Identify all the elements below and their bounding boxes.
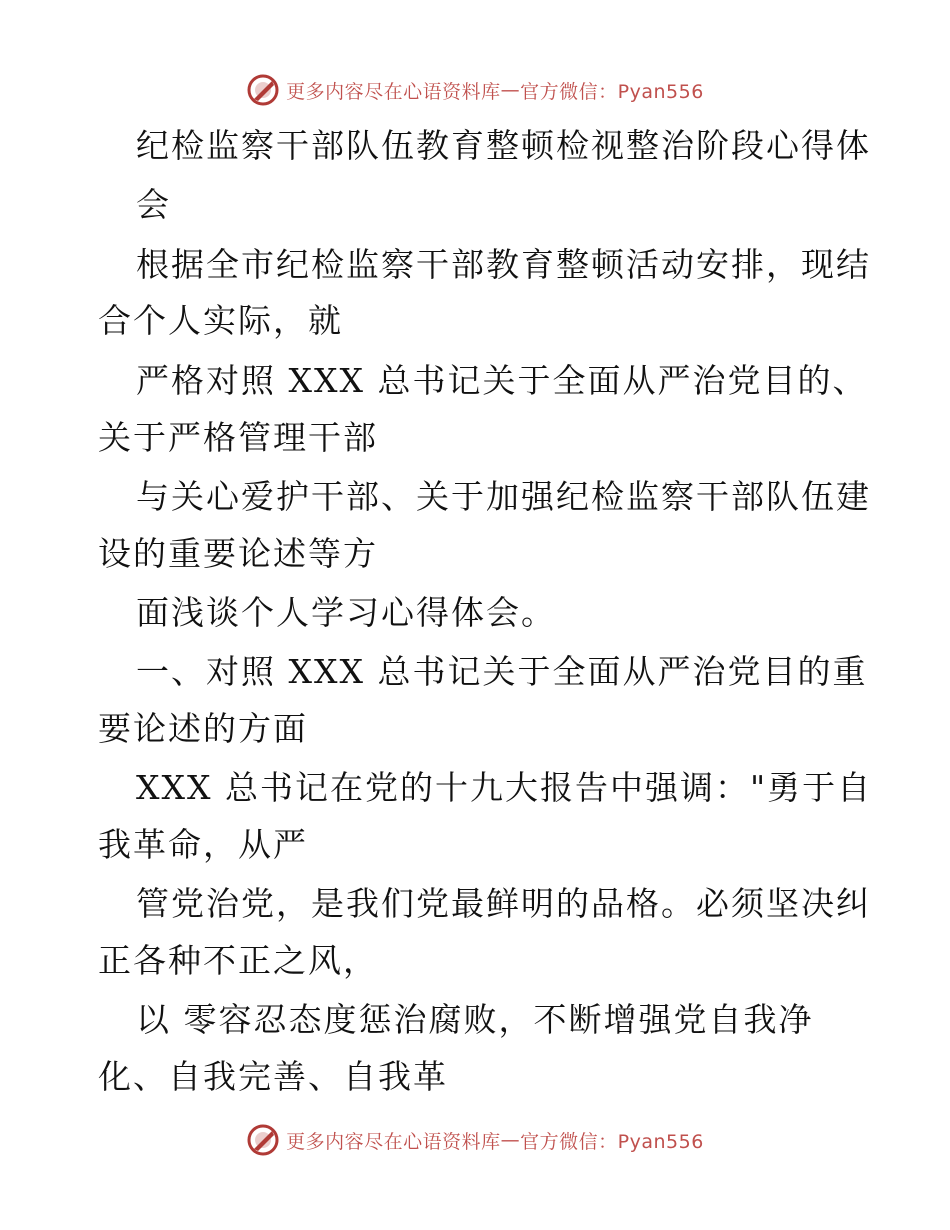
quill-seal-icon (246, 1123, 280, 1157)
doc-paragraph-line: 以 零容忍态度惩治腐败，不断增强党自我净 (136, 1000, 814, 1039)
doc-paragraph-line: 正各种不正之风， (98, 941, 378, 980)
banner-text: 更多内容尽在心语资料库 (286, 1130, 501, 1153)
doc-paragraph-line: 关于严格管理干部 (98, 418, 378, 457)
doc-title-line-2: 会 (136, 185, 171, 224)
doc-paragraph-line: 严格对照 XXX 总书记关于全面从严治党目的、 (136, 361, 868, 400)
quill-seal-icon (246, 73, 280, 107)
doc-paragraph-line: 我革命，从严 (98, 825, 308, 864)
doc-paragraph-line: 面浅谈个人学习心得体会。 (136, 593, 556, 632)
doc-section-heading: 要论述的方面 (98, 709, 308, 748)
doc-title-line-1: 纪检监察干部队伍教育整顿检视整治阶段心得体 (136, 126, 871, 165)
doc-paragraph-line: 设的重要论述等方 (98, 534, 378, 573)
banner-separator: — (500, 1129, 521, 1151)
doc-paragraph-line: XXX 总书记在党的十九大报告中强调："勇于自 (136, 768, 873, 807)
doc-paragraph-line: 合个人实际，就 (98, 301, 343, 340)
doc-paragraph-line: 管党治党，是我们党最鲜明的品格。必须坚决纠 (136, 884, 871, 923)
doc-section-heading: 一、对照 XXX 总书记关于全面从严治党目的重 (136, 652, 868, 691)
footer-watermark-banner (0, 1120, 950, 1160)
doc-paragraph-line: 根据全市纪检监察干部教育整顿活动安排，现结 (136, 245, 871, 284)
header-watermark-banner (0, 70, 950, 110)
doc-paragraph-line: 与关心爱护干部、关于加强纪检监察干部队伍建 (136, 477, 871, 516)
banner-wechat: 官方微信：Pyan556 (520, 80, 704, 103)
banner-wechat: 官方微信：Pyan556 (520, 1130, 704, 1153)
banner-text: 更多内容尽在心语资料库 (286, 80, 501, 103)
banner-separator: — (500, 79, 521, 101)
doc-paragraph-line: 化、自我完善、自我革 (98, 1057, 448, 1096)
